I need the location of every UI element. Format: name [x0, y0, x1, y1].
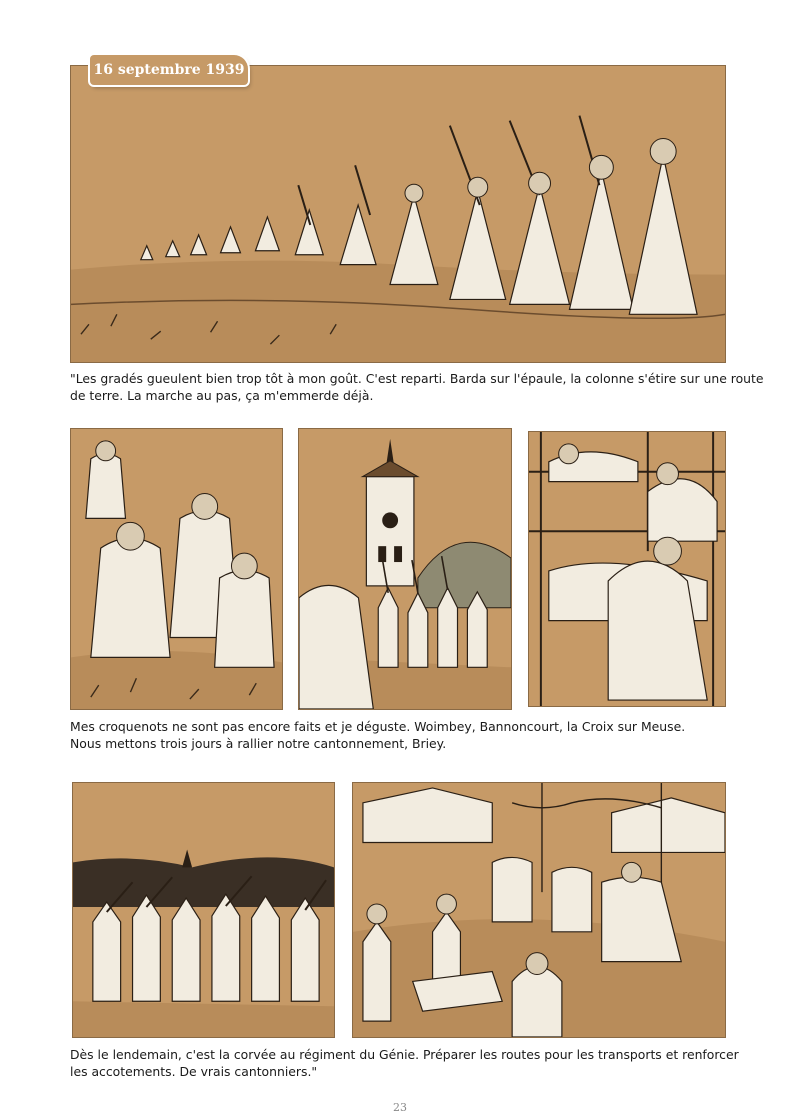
- marching-column-illustration: [71, 66, 725, 362]
- caption-bottom: [70, 1046, 739, 1080]
- panel-church-village: [298, 428, 512, 710]
- caption-middle-line-1: Mes croquenots ne sont pas encore faits et je déguste. Woimbey, Bannoncourt, la Croix sur Meuse.: [70, 719, 686, 734]
- date-label: 16 septembre 1939: [90, 55, 248, 85]
- caption-middle: [70, 718, 685, 752]
- caption-bottom-line-1: Dès le lendemain, c'est la corvée au régiment du Génie. Préparer les routes pour les transports et renforcer: [70, 1047, 739, 1062]
- panel-marching-column: [70, 65, 726, 363]
- page-number: 23: [393, 1101, 407, 1114]
- road-work-illustration: [353, 783, 725, 1037]
- caption-middle-line-2: Nous mettons trois jours à rallier notre cantonnement, Briey.: [70, 736, 447, 751]
- caption-top-line-1: "Les gradés gueulent bien trop tôt à mon goût. C'est reparti. Barda sur l'épaule, la colonne s'étire sur une route: [70, 371, 764, 386]
- panel-billet-bunks: [528, 431, 726, 707]
- church-village-illustration: [299, 429, 511, 709]
- panel-sappers-column: [72, 782, 335, 1038]
- resting-soldiers-illustration: [71, 429, 282, 709]
- panel-road-work: [352, 782, 726, 1038]
- billet-bunks-illustration: [529, 432, 725, 706]
- panel-resting-soldiers: [70, 428, 283, 710]
- caption-top: [70, 370, 764, 404]
- caption-top-line-2: de terre. La marche au pas, ça m'emmerde déjà.: [70, 388, 374, 403]
- sappers-column-illustration: [73, 783, 334, 1037]
- caption-bottom-line-2: les accotements. De vrais cantonniers.": [70, 1064, 318, 1079]
